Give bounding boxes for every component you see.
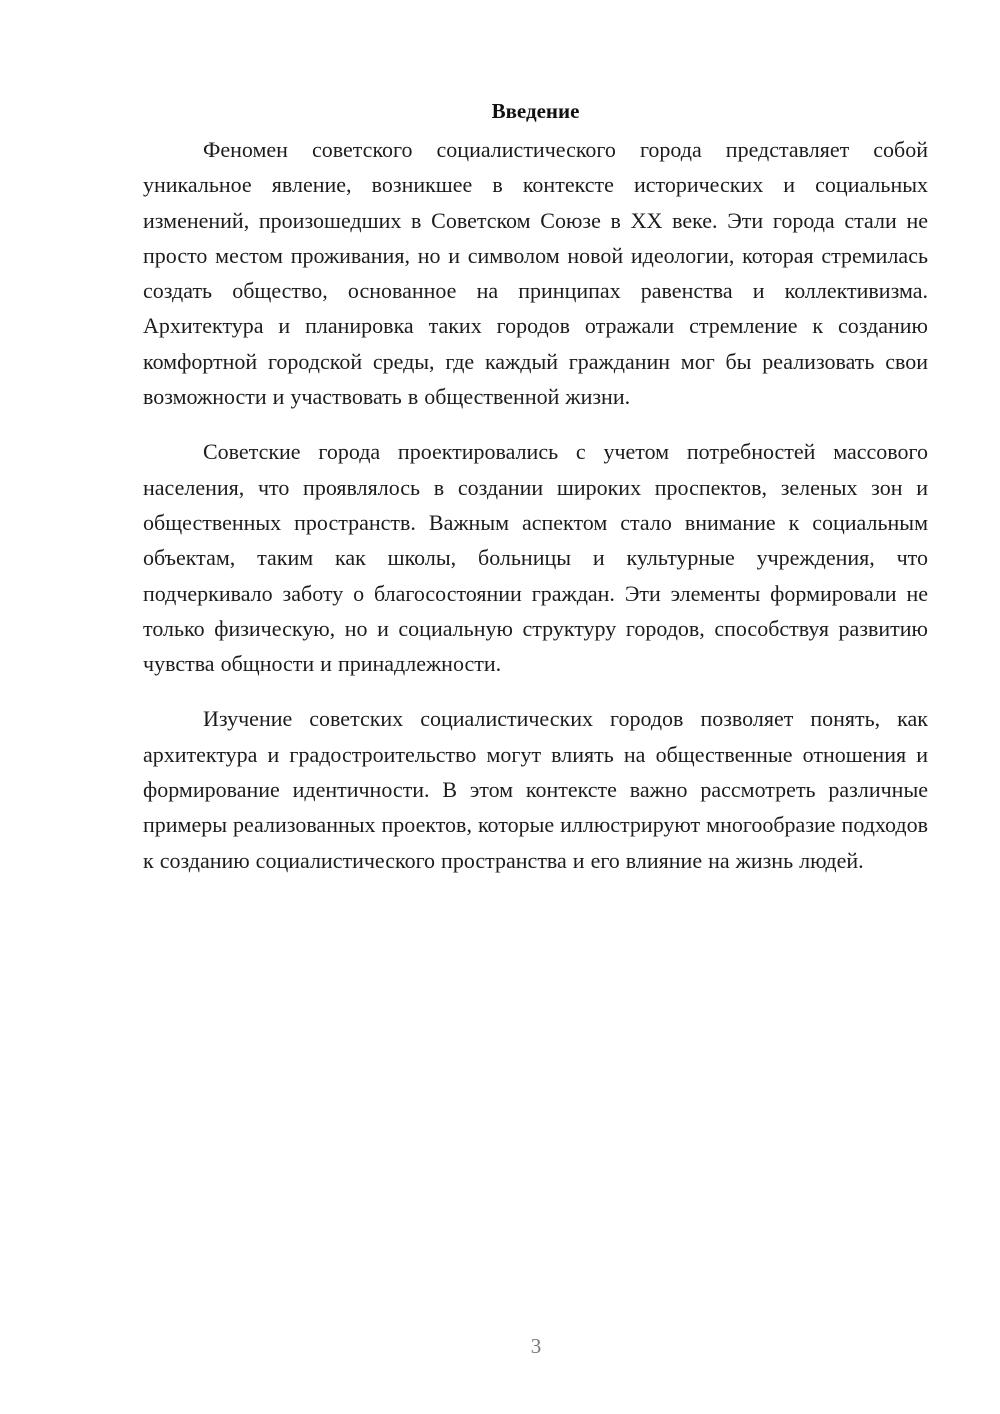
section-heading: Введение <box>491 99 580 123</box>
page-content <box>143 96 928 898</box>
paragraph-2: Советские города проектировались с учетом потребностей массового населения, что проявлялось в создании широких проспектов, зеленых зон и общественных пространств. Важным аспектом стало внимание к социальным объектам, таким как школы, больницы и культурные учреждения, что подчеркивало заботу о благосостоянии граждан. Эти элементы формировали не только физическую, но и социальную структуру городов, способствуя развитию чувства общности и принадлежности. <box>143 439 928 677</box>
paragraph-1: Феномен советского социалистического города представляет собой уникальное явление, возникшее в контексте исторических и социальных изменений, произошедших в Советском Союзе в XX веке. Эти города стали не просто местом проживания, но и символом новой идеологии, которая стремилась создать общество, основанное на принципах равенства и коллективизма. Архитектура и планировка таких городов отражали стремление к созданию комфортной городской среды, где каждый гражданин мог бы реализовать свои возможности и участвовать в общественной жизни. <box>143 137 928 410</box>
paragraph-3: Изучение советских социалистических городов позволяет понять, как архитектура и градостроительство могут влиять на общественные отношения и формирование идентичности. В этом контексте важно рассмотреть различные примеры реализованных проектов, которые иллюстрируют многообразие подходов к созданию социалистического пространства и его влияние на жизнь людей. <box>143 706 928 873</box>
page-number: 3 <box>530 1334 542 1358</box>
